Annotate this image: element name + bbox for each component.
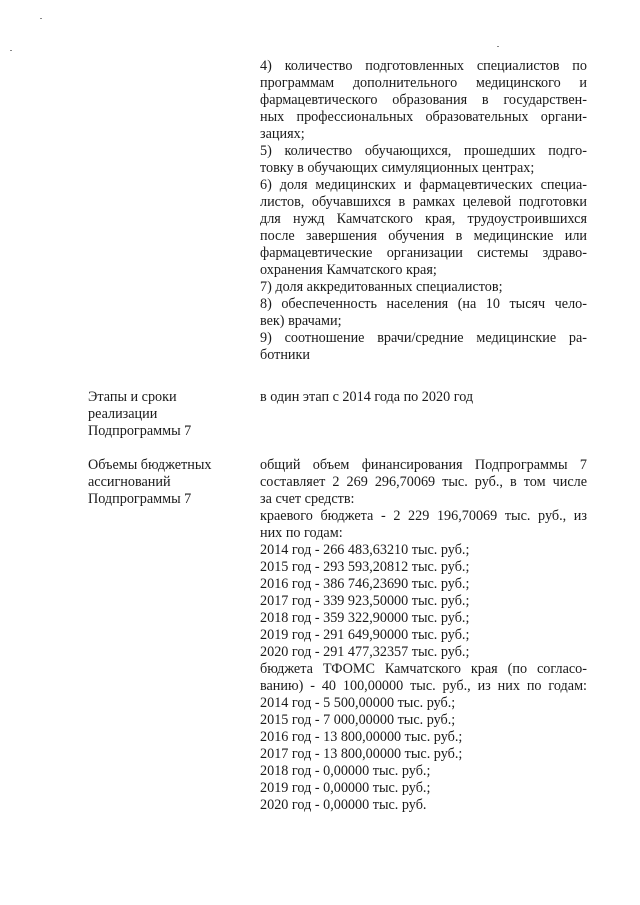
budget-value-line: краевого бюджета - 2 229 196,70069 тыс. руб., из bbox=[260, 508, 587, 524]
budget-value-line: 2018 год - 0,00000 тыс. руб.; bbox=[260, 763, 431, 779]
budget-value-line: 2020 год - 291 477,32357 тыс. руб.; bbox=[260, 644, 470, 660]
target-indicator-line: 9) соотношение врачи/средние медицинские ра- bbox=[260, 330, 587, 346]
budget-value-line: 2019 год - 0,00000 тыс. руб.; bbox=[260, 780, 431, 796]
budget-value-line: за счет средств: bbox=[260, 491, 355, 507]
budget-label bbox=[88, 457, 248, 508]
budget-value-line: 2016 год - 386 746,23690 тыс. руб.; bbox=[260, 576, 470, 592]
scan-speck bbox=[497, 46, 499, 47]
stages-label bbox=[88, 389, 248, 440]
budget-value-line: 2014 год - 266 483,63210 тыс. руб.; bbox=[260, 542, 470, 558]
stages-label-line: реализации bbox=[88, 406, 158, 422]
budget-value-line: бюджета ТФОМС Камчатского края (по согласо- bbox=[260, 661, 587, 677]
target-indicator-line: охранения Камчатского края; bbox=[260, 262, 437, 278]
target-indicator-line: ботники bbox=[260, 347, 310, 363]
budget-value-line: 2019 год - 291 649,90000 тыс. руб.; bbox=[260, 627, 470, 643]
target-indicator-line: листов, обучавшихся в рамках целевой подготовки bbox=[260, 194, 587, 210]
budget-value-line: составляет 2 269 296,70069 тыс. руб., в том числе bbox=[260, 474, 587, 490]
scan-speck bbox=[10, 50, 12, 51]
budget-label-line: Объемы бюджетных bbox=[88, 457, 212, 473]
target-indicator-line: фармацевтические организации системы здраво- bbox=[260, 245, 587, 261]
targets-list bbox=[260, 58, 587, 364]
target-indicator-line: 8) обеспеченность населения (на 10 тысяч чело- bbox=[260, 296, 587, 312]
budget-value-line: ванию) - 40 100,00000 тыс. руб., из них по годам: bbox=[260, 678, 587, 694]
target-indicator-line: фармацевтического образования в государствен- bbox=[260, 92, 587, 108]
budget-value-line: 2015 год - 7 000,00000 тыс. руб.; bbox=[260, 712, 456, 728]
budget-label-line: Подпрограммы 7 bbox=[88, 491, 192, 507]
target-indicator-line: программам дополнительного медицинского и bbox=[260, 75, 587, 91]
budget-value-line: общий объем финансирования Подпрограммы 7 bbox=[260, 457, 587, 473]
target-indicator-line: для нужд Камчатского края, трудоустроившихся bbox=[260, 211, 587, 227]
stages-label-line: Подпрограммы 7 bbox=[88, 423, 192, 439]
target-indicator-line: после завершения обучения в медицинские или bbox=[260, 228, 587, 244]
target-indicator-line: ных профессиональных образовательных органи- bbox=[260, 109, 587, 125]
budget-value-line: 2014 год - 5 500,00000 тыс. руб.; bbox=[260, 695, 456, 711]
budget-value-line: 2017 год - 13 800,00000 тыс. руб.; bbox=[260, 746, 463, 762]
budget-value-line: 2015 год - 293 593,20812 тыс. руб.; bbox=[260, 559, 470, 575]
target-indicator-line: зациях; bbox=[260, 126, 305, 142]
target-indicator-line: 7) доля аккредитованных специалистов; bbox=[260, 279, 503, 295]
budget-value-line: 2017 год - 339 923,50000 тыс. руб.; bbox=[260, 593, 470, 609]
scan-speck bbox=[40, 18, 42, 19]
stages-value bbox=[260, 389, 587, 406]
target-indicator-line: товку в обучающих симуляционных центрах; bbox=[260, 160, 535, 176]
budget-label-line: ассигнований bbox=[88, 474, 171, 490]
budget-value-line: 2016 год - 13 800,00000 тыс. руб.; bbox=[260, 729, 463, 745]
budget-value-line: 2018 год - 359 322,90000 тыс. руб.; bbox=[260, 610, 470, 626]
target-indicator-line: 6) доля медицинских и фармацевтических специа- bbox=[260, 177, 587, 193]
budget-value-line: них по годам: bbox=[260, 525, 343, 541]
stages-value-line: в один этап с 2014 года по 2020 год bbox=[260, 389, 474, 405]
target-indicator-line: век) врачами; bbox=[260, 313, 342, 329]
target-indicator-line: 5) количество обучающихся, прошедших подго- bbox=[260, 143, 587, 159]
target-indicator-line: 4) количество подготовленных специалистов по bbox=[260, 58, 587, 74]
stages-label-line: Этапы и сроки bbox=[88, 389, 177, 405]
budget-value bbox=[260, 457, 587, 814]
budget-value-line: 2020 год - 0,00000 тыс. руб. bbox=[260, 797, 427, 813]
